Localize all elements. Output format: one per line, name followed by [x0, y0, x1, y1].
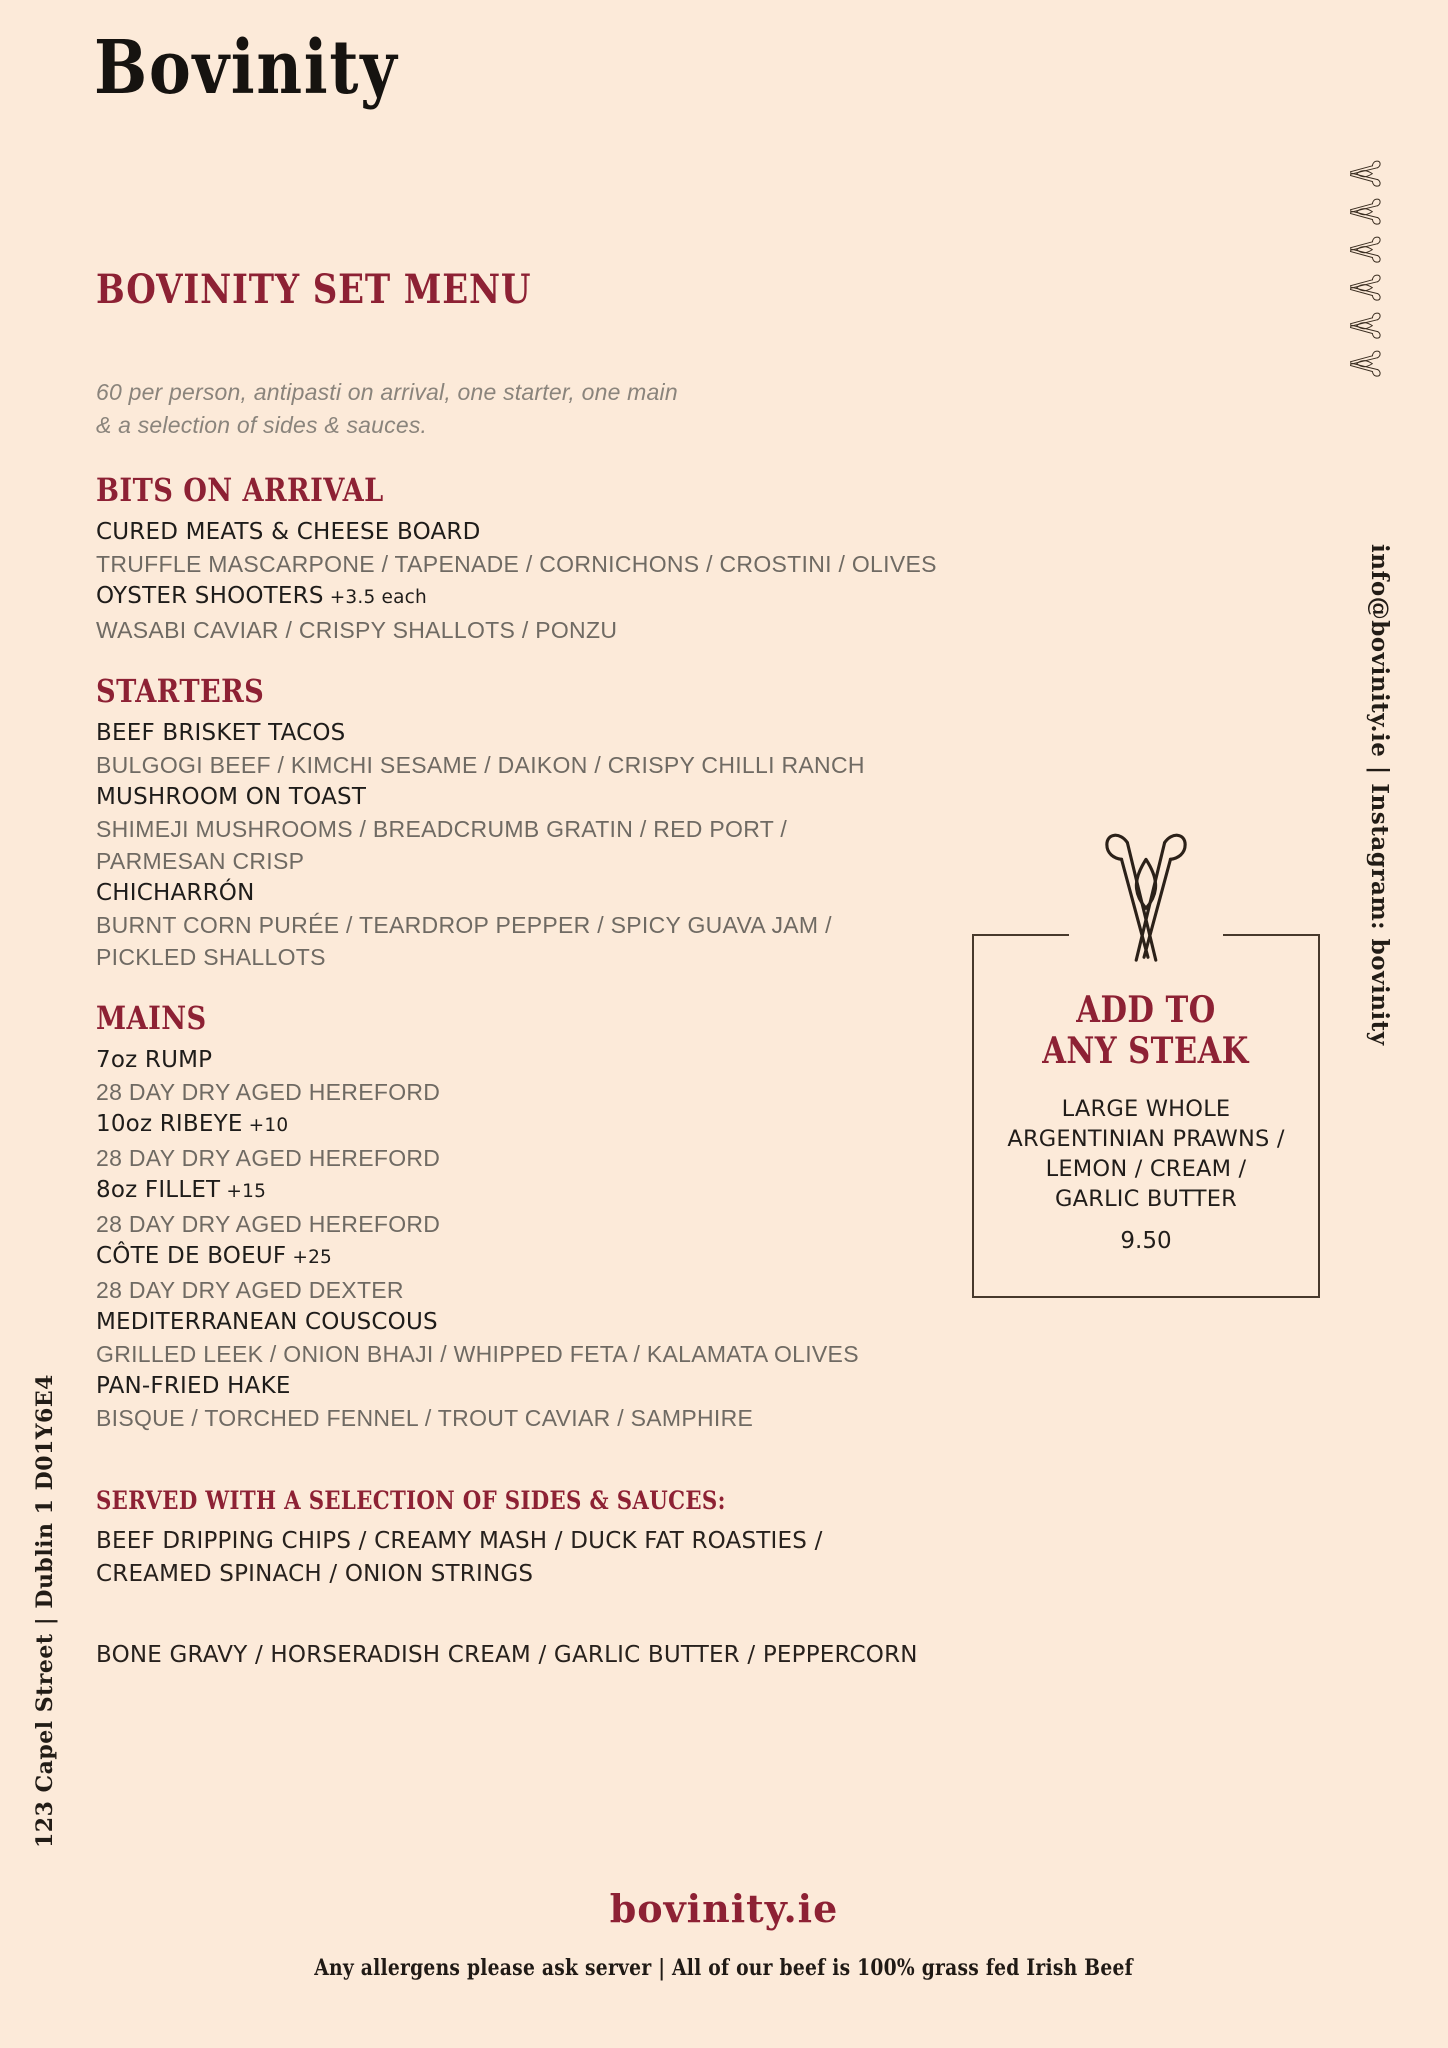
steak-box-description-line: LEMON / CREAM /	[1045, 1156, 1247, 1183]
menu-item-description: SHIMEJI MUSHROOMS / BREADCRUMB GRATIN / RED PORT /	[96, 816, 788, 842]
menu-section	[96, 672, 976, 973]
intro-line: 60 per person, antipasti on arrival, one starter, one main	[96, 379, 678, 405]
menu-item-description: WASABI CAVIAR / CRISPY SHALLOTS / PONZU	[96, 617, 618, 643]
section-heading	[96, 471, 976, 509]
menu-item-name: MUSHROOM ON TOAST	[96, 784, 367, 810]
contact-vertical-text: info@bovinity.ie | Instagram: bovinity	[1366, 544, 1393, 1046]
brand-logo-text: Bovinity	[94, 25, 399, 111]
menu-item-description: BURNT CORN PURÉE / TEARDROP PEPPER / SPICY GUAVA JAM /	[96, 912, 832, 938]
menu-item-name: 10oz RIBEYE +10	[96, 1111, 289, 1137]
brand-logo	[94, 25, 452, 111]
menu-item-name: CHICHARRÓN	[96, 880, 255, 906]
menu-item-price: +3.5 each	[323, 587, 427, 608]
menu-item-name: MEDITERRANEAN COUSCOUS	[96, 1309, 438, 1335]
steak-box-description	[974, 1094, 1318, 1214]
sides-list-line: BEEF DRIPPING CHIPS / CREAMY MASH / DUCK FAT ROASTIES /	[96, 1528, 823, 1554]
menu-item-description: BULGOGI BEEF / KIMCHI SESAME / DAIKON / CRISPY CHILLI RANCH	[96, 752, 865, 778]
add-to-any-steak-box	[972, 934, 1320, 1298]
sides-heading: SERVED WITH A SELECTION OF SIDES & SAUCES:	[96, 1486, 726, 1515]
menu-item-description: 28 DAY DRY AGED DEXTER	[96, 1277, 404, 1303]
address-vertical-text: 123 Capel Street | Dublin 1 D01Y6E4	[32, 1374, 58, 1848]
bull-horns-logo-icon	[1069, 830, 1223, 967]
sides-sauces-section	[96, 1486, 996, 1672]
menu-intro	[96, 376, 678, 442]
menu-item-description: 28 DAY DRY AGED HEREFORD	[96, 1145, 441, 1171]
steak-box-description-line: GARLIC BUTTER	[1055, 1186, 1237, 1213]
website-text: bovinity.ie	[609, 1886, 839, 1931]
allergens-note: Any allergens please ask server | All of our beef is 100% grass fed Irish Beef	[314, 1955, 1134, 1981]
menu-item-description: 28 DAY DRY AGED HEREFORD	[96, 1079, 441, 1105]
section-heading-text: MAINS	[96, 999, 207, 1037]
menu-sections	[96, 471, 976, 1463]
menu-item-name: CURED MEATS & CHEESE BOARD	[96, 519, 481, 545]
menu-item-price: +25	[286, 1247, 333, 1268]
sides-list-line: CREAMED SPINACH / ONION STRINGS	[96, 1561, 534, 1587]
menu-item-description: TRUFFLE MASCARPONE / TAPENADE / CORNICHONS / CROSTINI / OLIVES	[96, 551, 937, 577]
menu-item-name: 8oz FILLET +15	[96, 1177, 267, 1203]
bull-logo-chain-decoration	[1350, 156, 1418, 400]
section-heading	[96, 999, 976, 1037]
page-title: BOVINITY SET MENU	[96, 266, 532, 313]
menu-item-name: PAN-FRIED HAKE	[96, 1373, 291, 1399]
menu-item-description: 28 DAY DRY AGED HEREFORD	[96, 1211, 441, 1237]
menu-item-name: OYSTER SHOOTERS +3.5 each	[96, 583, 427, 609]
menu-item-price: +10	[242, 1115, 289, 1136]
menu-item-name: 7oz RUMP	[96, 1047, 213, 1073]
menu-item-name: CÔTE DE BOEUF +25	[96, 1243, 333, 1269]
intro-line: & a selection of sides & sauces.	[96, 412, 428, 438]
menu-item-description: BISQUE / TORCHED FENNEL / TROUT CAVIAR / SAMPHIRE	[96, 1405, 754, 1431]
steak-box-description-line: LARGE WHOLE	[1061, 1096, 1231, 1123]
steak-box-price: 9.50	[1120, 1228, 1172, 1255]
menu-item-description: PICKLED SHALLOTS	[96, 944, 326, 970]
section-heading-text: STARTERS	[96, 672, 265, 710]
menu-item-description: GRILLED LEEK / ONION BHAJI / WHIPPED FETA / KALAMATA OLIVES	[96, 1341, 859, 1367]
menu-item-description: PARMESAN CRISP	[96, 848, 305, 874]
section-heading-text: BITS ON ARRIVAL	[96, 471, 384, 509]
steak-box-title: ADD TO ANY STEAK	[1042, 989, 1250, 1073]
menu-item-price: +15	[220, 1181, 267, 1202]
sauces-list-line: BONE GRAVY / HORSERADISH CREAM / GARLIC BUTTER / PEPPERCORN	[96, 1642, 918, 1668]
menu-section	[96, 471, 976, 646]
menu-item-name: BEEF BRISKET TACOS	[96, 720, 346, 746]
footer	[0, 1886, 1448, 1981]
section-heading	[96, 672, 976, 710]
steak-box-description-line: ARGENTINIAN PRAWNS /	[1007, 1126, 1285, 1153]
menu-section	[96, 999, 976, 1434]
